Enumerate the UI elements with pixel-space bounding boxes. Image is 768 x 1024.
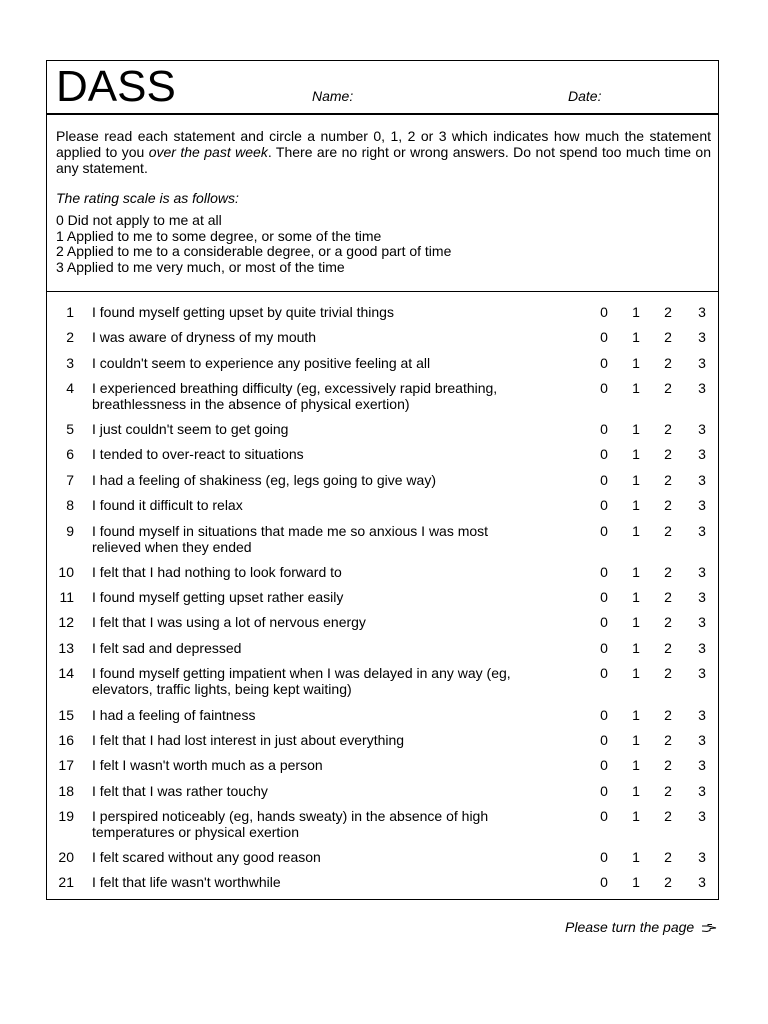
rating-option-0[interactable]: 0 bbox=[600, 783, 608, 799]
item-number: 11 bbox=[59, 589, 74, 605]
rating-option-0[interactable]: 0 bbox=[600, 523, 608, 539]
rating-option-2[interactable]: 2 bbox=[664, 564, 672, 580]
rating-option-1[interactable]: 1 bbox=[632, 380, 640, 396]
rating-option-3[interactable]: 3 bbox=[698, 329, 706, 345]
rating-option-0[interactable]: 0 bbox=[600, 665, 608, 681]
rating-option-0[interactable]: 0 bbox=[600, 640, 608, 656]
item-text: I felt that I was using a lot of nervous energy bbox=[92, 614, 366, 630]
item-text: I found myself getting impatient when I was delayed in any way (eg, elevators, traffic lights, being kept waiting) bbox=[92, 665, 511, 697]
rating-option-1[interactable]: 1 bbox=[632, 849, 640, 865]
item-number: 5 bbox=[66, 421, 74, 437]
name-label: Name: bbox=[312, 88, 354, 104]
rating-option-1[interactable]: 1 bbox=[632, 564, 640, 580]
item-row bbox=[47, 472, 718, 492]
rating-option-0[interactable]: 0 bbox=[600, 874, 608, 890]
rating-option-1[interactable]: 1 bbox=[632, 589, 640, 605]
rating-level-0: 0 Did not apply to me at all bbox=[56, 212, 222, 228]
rating-option-1[interactable]: 1 bbox=[632, 640, 640, 656]
item-row bbox=[47, 523, 718, 555]
turn-page-note bbox=[565, 919, 717, 935]
rating-option-3[interactable]: 3 bbox=[698, 640, 706, 656]
item-text: I felt sad and depressed bbox=[92, 640, 242, 656]
item-number: 13 bbox=[58, 640, 74, 656]
rating-option-0[interactable]: 0 bbox=[600, 849, 608, 865]
item-row bbox=[47, 589, 718, 609]
item-number: 4 bbox=[66, 380, 74, 396]
instructions-text bbox=[56, 128, 711, 176]
form-title: DASS bbox=[56, 62, 176, 111]
item-row bbox=[47, 329, 718, 349]
rating-option-2[interactable]: 2 bbox=[664, 446, 672, 462]
rating-option-3[interactable]: 3 bbox=[698, 523, 706, 539]
rating-option-0[interactable]: 0 bbox=[600, 472, 608, 488]
rating-option-2[interactable]: 2 bbox=[664, 523, 672, 539]
rating-option-1[interactable]: 1 bbox=[632, 472, 640, 488]
rating-option-0[interactable]: 0 bbox=[600, 589, 608, 605]
rating-option-3[interactable]: 3 bbox=[698, 497, 706, 513]
rating-option-3[interactable]: 3 bbox=[698, 783, 706, 799]
rating-option-2[interactable]: 2 bbox=[664, 380, 672, 396]
rating-option-2[interactable]: 2 bbox=[664, 783, 672, 799]
rating-option-2[interactable]: 2 bbox=[664, 329, 672, 345]
item-text: I felt that life wasn't worthwhile bbox=[92, 874, 281, 890]
item-text: I felt I wasn't worth much as a person bbox=[92, 757, 323, 773]
item-number: 21 bbox=[58, 874, 74, 890]
rating-option-1[interactable]: 1 bbox=[632, 732, 640, 748]
item-text: I felt that I had lost interest in just about everything bbox=[92, 732, 405, 748]
pointing-hand-icon bbox=[701, 923, 717, 933]
rating-option-1[interactable]: 1 bbox=[632, 808, 640, 824]
rating-option-1[interactable]: 1 bbox=[632, 446, 640, 462]
item-text: I found myself getting upset rather easily bbox=[92, 589, 344, 605]
rating-option-3[interactable]: 3 bbox=[698, 707, 706, 723]
rating-option-0[interactable]: 0 bbox=[600, 732, 608, 748]
rating-option-2[interactable]: 2 bbox=[664, 355, 672, 371]
item-text: I was aware of dryness of my mouth bbox=[92, 329, 317, 345]
item-number: 12 bbox=[58, 614, 74, 630]
item-row bbox=[47, 808, 718, 840]
item-number: 15 bbox=[58, 707, 74, 723]
item-number: 10 bbox=[58, 564, 74, 580]
item-text: I found it difficult to relax bbox=[92, 497, 243, 513]
item-number: 19 bbox=[58, 808, 74, 824]
rating-option-1[interactable]: 1 bbox=[632, 783, 640, 799]
item-row bbox=[47, 446, 718, 466]
rating-option-3[interactable]: 3 bbox=[698, 732, 706, 748]
item-row bbox=[47, 849, 718, 869]
instructions-part1: Please read each statement and circle a number 0, 1, 2 or 3 which indicates how much the statement applied to you bbox=[56, 128, 711, 160]
rating-option-3[interactable]: 3 bbox=[698, 849, 706, 865]
rating-option-2[interactable]: 2 bbox=[664, 732, 672, 748]
item-text: I found myself in situations that made me so anxious I was most relieved when they ended bbox=[92, 523, 489, 555]
item-number: 7 bbox=[66, 472, 74, 488]
item-row bbox=[47, 732, 718, 752]
rating-option-3[interactable]: 3 bbox=[698, 614, 706, 630]
rating-option-2[interactable]: 2 bbox=[664, 472, 672, 488]
rating-option-0[interactable]: 0 bbox=[600, 380, 608, 396]
item-number: 16 bbox=[58, 732, 74, 748]
item-row bbox=[47, 783, 718, 803]
rating-option-2[interactable]: 2 bbox=[664, 614, 672, 630]
rating-option-1[interactable]: 1 bbox=[632, 329, 640, 345]
rating-option-0[interactable]: 0 bbox=[600, 614, 608, 630]
rating-option-2[interactable]: 2 bbox=[664, 421, 672, 437]
item-text: I had a feeling of faintness bbox=[92, 707, 256, 723]
rating-option-1[interactable]: 1 bbox=[632, 497, 640, 513]
rating-option-2[interactable]: 2 bbox=[664, 808, 672, 824]
item-number: 3 bbox=[66, 355, 74, 371]
rating-option-2[interactable]: 2 bbox=[664, 304, 672, 320]
rating-option-3[interactable]: 3 bbox=[698, 355, 706, 371]
rating-option-0[interactable]: 0 bbox=[600, 355, 608, 371]
rating-option-0[interactable]: 0 bbox=[600, 329, 608, 345]
rating-option-0[interactable]: 0 bbox=[600, 757, 608, 773]
item-text: I just couldn't seem to get going bbox=[92, 421, 289, 437]
item-text: I couldn't seem to experience any positive feeling at all bbox=[92, 355, 431, 371]
rating-option-3[interactable]: 3 bbox=[698, 665, 706, 681]
item-text: I tended to over-react to situations bbox=[92, 446, 304, 462]
item-number: 17 bbox=[58, 757, 74, 773]
rating-option-2[interactable]: 2 bbox=[664, 665, 672, 681]
item-number: 18 bbox=[58, 783, 74, 799]
item-row bbox=[47, 707, 718, 727]
rating-option-0[interactable]: 0 bbox=[600, 808, 608, 824]
item-row bbox=[47, 421, 718, 441]
date-label: Date: bbox=[568, 88, 602, 104]
rating-option-0[interactable]: 0 bbox=[600, 497, 608, 513]
rating-option-0[interactable]: 0 bbox=[600, 304, 608, 320]
rating-option-1[interactable]: 1 bbox=[632, 874, 640, 890]
rating-option-1[interactable]: 1 bbox=[632, 707, 640, 723]
item-number: 9 bbox=[66, 523, 74, 539]
item-row bbox=[47, 874, 718, 894]
item-number: 6 bbox=[66, 446, 74, 462]
item-text: I found myself getting upset by quite trivial things bbox=[92, 304, 394, 320]
rating-option-0[interactable]: 0 bbox=[600, 707, 608, 723]
item-row bbox=[47, 497, 718, 517]
item-text: I had a feeling of shakiness (eg, legs going to give way) bbox=[92, 472, 436, 488]
rating-option-2[interactable]: 2 bbox=[664, 497, 672, 513]
rating-option-1[interactable]: 1 bbox=[632, 355, 640, 371]
item-text: I perspired noticeably (eg, hands sweaty) in the absence of high temperatures or physical exertion bbox=[92, 808, 489, 840]
item-row bbox=[47, 614, 718, 634]
rating-option-1[interactable]: 1 bbox=[632, 304, 640, 320]
item-row bbox=[47, 665, 718, 697]
rating-option-1[interactable]: 1 bbox=[632, 665, 640, 681]
turn-page-text: Please turn the page bbox=[565, 919, 695, 935]
item-row bbox=[47, 304, 718, 324]
rating-option-0[interactable]: 0 bbox=[600, 564, 608, 580]
instructions-emphasis: over the past week bbox=[148, 144, 268, 160]
item-number: 2 bbox=[66, 329, 74, 345]
rating-option-2[interactable]: 2 bbox=[664, 640, 672, 656]
item-number: 20 bbox=[58, 849, 74, 865]
rating-scale-heading: The rating scale is as follows: bbox=[56, 190, 239, 206]
item-text: I felt scared without any good reason bbox=[92, 849, 321, 865]
form-header bbox=[47, 61, 718, 115]
instructions-section bbox=[47, 114, 718, 292]
rating-option-3[interactable]: 3 bbox=[698, 304, 706, 320]
item-row bbox=[47, 380, 718, 412]
item-number: 8 bbox=[66, 497, 74, 513]
rating-option-3[interactable]: 3 bbox=[698, 564, 706, 580]
item-number: 1 bbox=[66, 304, 74, 320]
rating-option-1[interactable]: 1 bbox=[632, 757, 640, 773]
rating-option-3[interactable]: 3 bbox=[698, 874, 706, 890]
rating-scale-list bbox=[56, 213, 451, 275]
rating-option-2[interactable]: 2 bbox=[664, 849, 672, 865]
rating-option-2[interactable]: 2 bbox=[664, 707, 672, 723]
rating-option-3[interactable]: 3 bbox=[698, 808, 706, 824]
rating-option-3[interactable]: 3 bbox=[698, 757, 706, 773]
rating-option-1[interactable]: 1 bbox=[632, 614, 640, 630]
rating-level-2: 2 Applied to me to a considerable degree, or a good part of time bbox=[56, 243, 452, 259]
item-number: 14 bbox=[58, 665, 74, 681]
item-text: I felt that I was rather touchy bbox=[92, 783, 268, 799]
rating-option-3[interactable]: 3 bbox=[698, 446, 706, 462]
rating-level-1: 1 Applied to me to some degree, or some of the time bbox=[56, 227, 382, 244]
item-row bbox=[47, 355, 718, 375]
item-row bbox=[47, 757, 718, 777]
rating-option-2[interactable]: 2 bbox=[664, 874, 672, 890]
dass-form bbox=[46, 60, 719, 900]
rating-option-3[interactable]: 3 bbox=[698, 589, 706, 605]
rating-option-3[interactable]: 3 bbox=[698, 472, 706, 488]
rating-option-2[interactable]: 2 bbox=[664, 757, 672, 773]
item-row bbox=[47, 564, 718, 584]
rating-option-1[interactable]: 1 bbox=[632, 421, 640, 437]
rating-level-3: 3 Applied to me very much, or most of the time bbox=[56, 258, 345, 275]
instructions-part2: . There are no right or wrong answers. Do not spend too much time on any statement. bbox=[56, 144, 711, 176]
rating-option-3[interactable]: 3 bbox=[698, 380, 706, 396]
rating-option-0[interactable]: 0 bbox=[600, 446, 608, 462]
item-text: I felt that I had nothing to look forward to bbox=[92, 564, 342, 580]
rating-option-3[interactable]: 3 bbox=[698, 421, 706, 437]
rating-option-1[interactable]: 1 bbox=[632, 523, 640, 539]
rating-option-0[interactable]: 0 bbox=[600, 421, 608, 437]
item-row bbox=[47, 640, 718, 660]
rating-option-2[interactable]: 2 bbox=[664, 589, 672, 605]
item-text: I experienced breathing difficulty (eg, excessively rapid breathing, breathlessness in the absence of physical exertion) bbox=[92, 380, 498, 412]
